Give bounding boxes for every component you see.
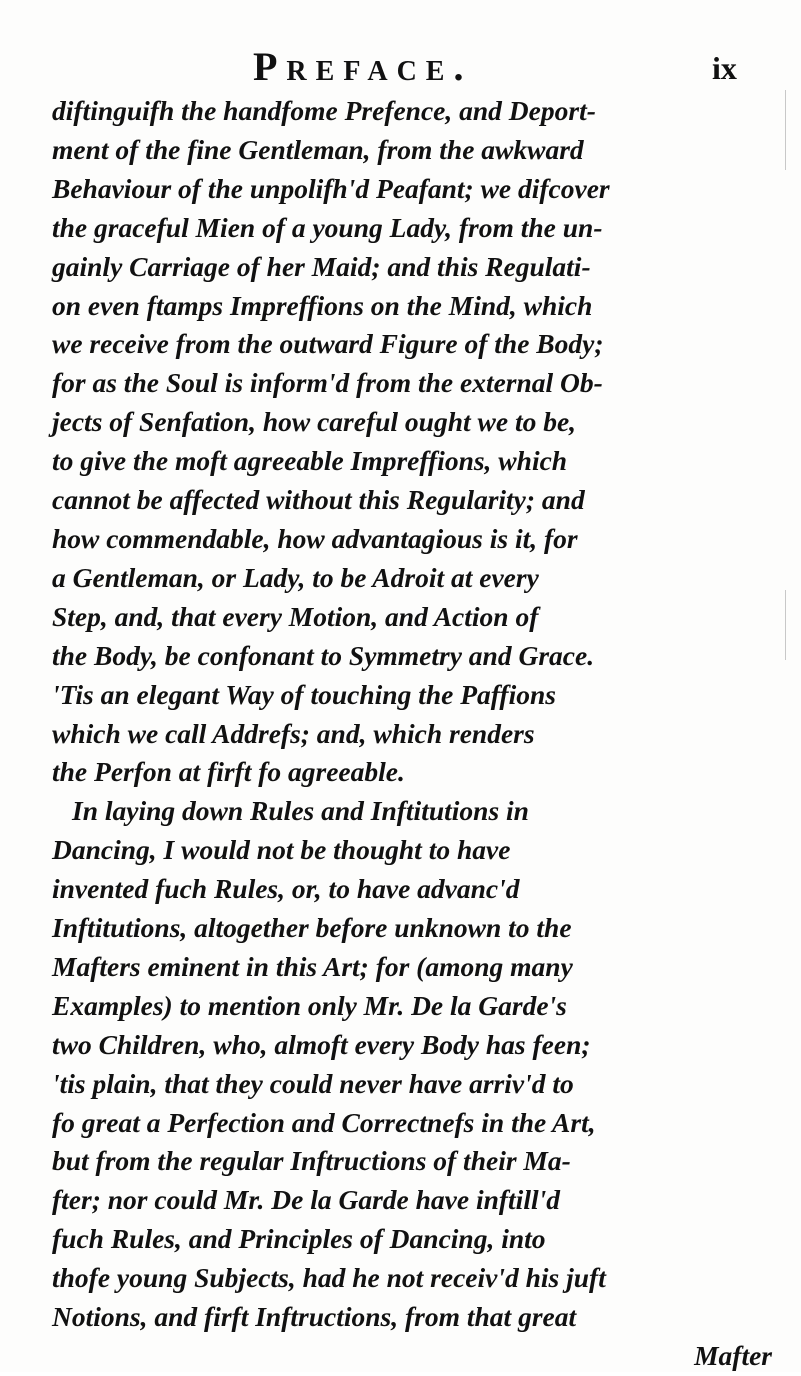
text-line: for as the Soul is inform'd from the external Ob- (52, 367, 603, 399)
body-text (52, 92, 792, 1376)
text-line: fo great a Perfection and Correctnefs in the Art, (52, 1106, 596, 1138)
page-edge-shadow (785, 90, 786, 170)
text-line: 'tis plain, that they could never have arriv'd to (52, 1067, 574, 1099)
text-line: cannot be affected without this Regularity; and (52, 484, 585, 516)
text-line: the graceful Mien of a young Lady, from the un- (52, 211, 603, 243)
page-edge-shadow (785, 590, 786, 660)
text-line: diftinguifh the handfome Prefence, and Deport- (52, 95, 596, 126)
catchword: Mafter (694, 1340, 772, 1371)
text-line: Notions, and firft Inftructions, from that great (52, 1301, 577, 1333)
text-line: the Body, be confonant to Symmetry and Grace. (52, 639, 595, 671)
text-line: but from the regular Inftructions of their Ma- (52, 1145, 571, 1177)
text-line: Behaviour of the unpolifh'd Peafant; we difcover (52, 172, 610, 204)
text-line: a Gentleman, or Lady, to be Adroit at every (52, 561, 539, 593)
text-line: Examples) to mention only Mr. De la Garde's (52, 989, 567, 1021)
text-line: Step, and, that every Motion, and Action of (52, 600, 539, 632)
text-line: on even ftamps Impreffions on the Mind, which (52, 289, 593, 321)
text-line: 'Tis an elegant Way of touching the Paffions (52, 678, 556, 710)
text-line: gainly Carriage of her Maid; and this Regulati- (52, 250, 591, 282)
paragraph-start-line: In laying down Rules and Inftitutions in (72, 795, 529, 827)
text-line: the Perfon at firft fo agreeable. (52, 756, 405, 788)
text-line: two Children, who, almoft every Body has feen; (52, 1028, 591, 1060)
text-line: jects of Senfation, how careful ought we to be, (52, 406, 577, 438)
text-line: Dancing, I would not be thought to have (52, 834, 511, 866)
text-line: fuch Rules, and Principles of Dancing, into (52, 1223, 546, 1255)
text-line: we receive from the outward Figure of the Body; (52, 328, 604, 360)
text-line: Mafters eminent in this Art; for (among many (52, 950, 573, 982)
text-line: fter; nor could Mr. De la Garde have inftill'd (52, 1184, 560, 1216)
page-header (0, 42, 801, 92)
text-line: Inftitutions, altogether before unknown to the (52, 912, 572, 944)
text-line: thofe young Subjects, had he not receiv'd his juft (52, 1262, 606, 1294)
text-line: which we call Addrefs; and, which renders (52, 717, 535, 749)
text-line: how commendable, how advantagious is it, for (52, 522, 578, 554)
running-head: Preface. (253, 44, 473, 89)
text-line: invented fuch Rules, or, to have advanc'd (52, 873, 520, 905)
page-number: ix (712, 50, 737, 86)
text-line: ment of the fine Gentleman, from the awkward (52, 133, 584, 165)
text-line: to give the moft agreeable Impreffions, which (52, 445, 568, 477)
